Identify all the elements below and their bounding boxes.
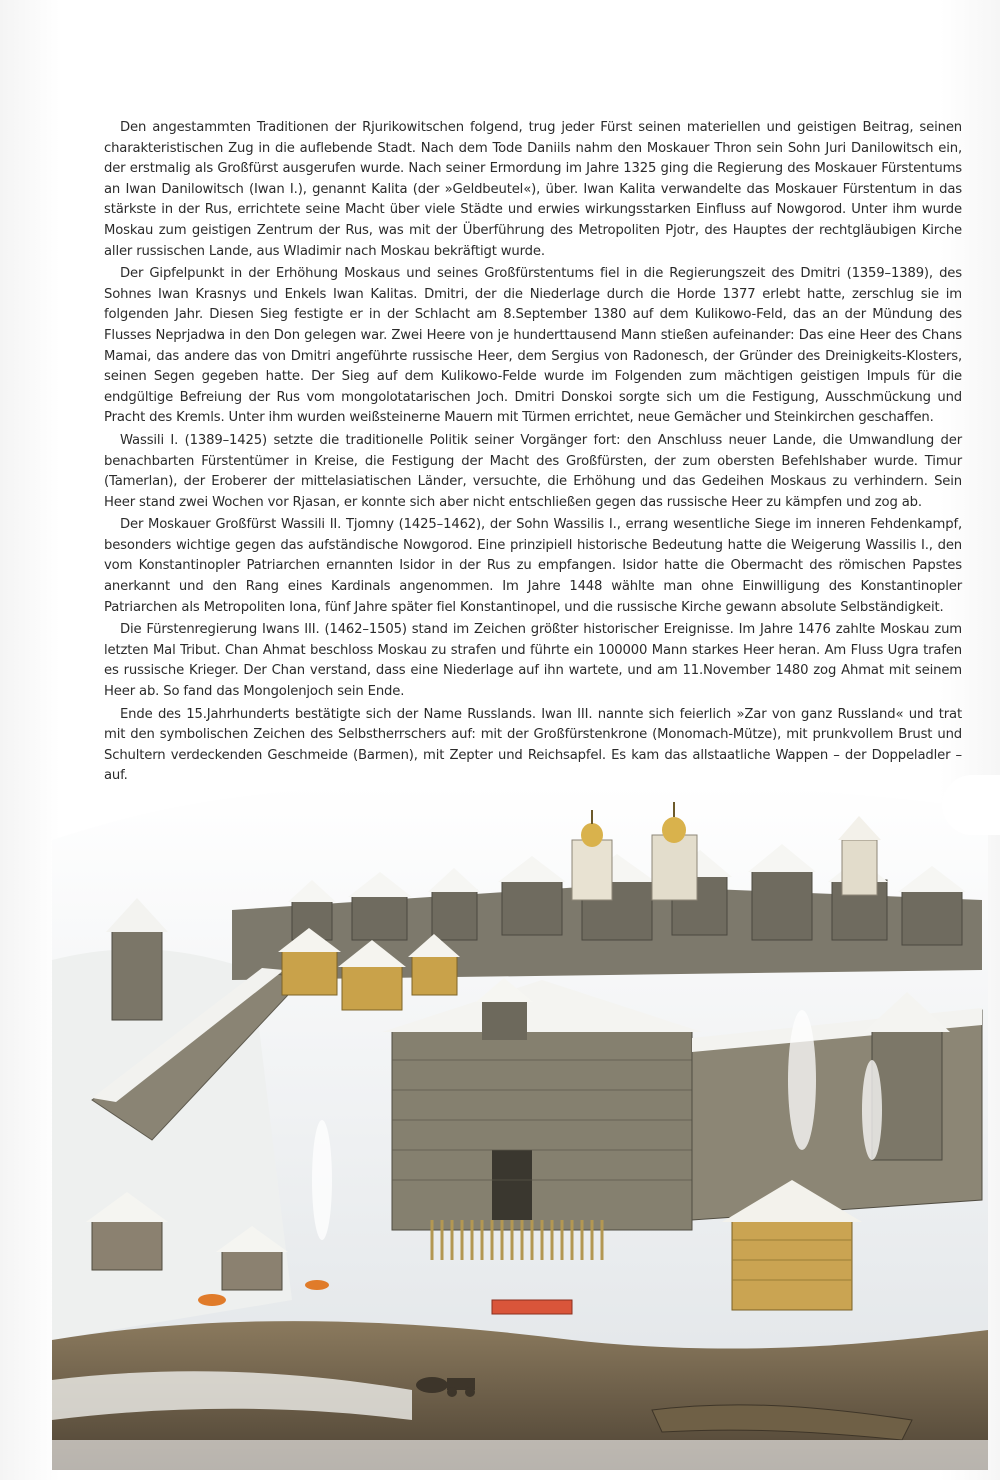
paragraph-3: Wassili I. (1389–1425) setzte die traditionelle Politik seiner Vorgänger fort: den Anschluss neuer Lande, die Umwandlung der benachbarten Fürstentümer in Kreise, die Festigung der Macht des Großfürsten, der zum obersten Befehlshaber wurde. Timur (Tamerlan), der Eroberer der mittelasiatischen Länder, versuchte, die Erhöhung und das Gedeihen Moskaus zu verhindern. Sein Heer stand zwei Wochen vor Rjasan, er konnte sich aber nicht entschließen gegen das russische Heer zu kämpfen und zog ab. <box>104 432 962 510</box>
right-tower <box>872 1030 942 1160</box>
paragraph-2: Der Gipfelpunkt in der Erhöhung Moskaus und seines Großfürstentums fiel in die Regierungszeit des Dmitri (1359–1389), des Sohnes Iwan Krasnys und Enkels Iwan Kalitas. Dmitri, der die Niederlage durch die Horde 1377 erlebt hatte, zerschlug sie im folgenden Jahr. Diesen Sieg festigte er in der Schlacht am 8.September 1380 auf dem Kulikowo-Feld, das an der Mündung des Flusses Neprjadwa in den Don gelegen war. Zwei Heere von je hunderttausend Mann stießen aufeinander: Das eine Heer des Chans Mamai, das andere das von Dmitri angeführte russische Heer, dem Sergius von Radonesch, der Gründer des Dreinigkeits-Klosters, seinen Segen gegeben hatte. Der Sieg auf dem Kulikowo-Felde wurde im Folgenden zum mächtigen geistigen Impuls für die endgültige Befreiung der Rus vom mongolotatarischen Joch. Dmitri Donskoi sorgte sich um die Festigung, Ausschmückung und Pracht des Kremls. Unter ihm wurden weißsteinerne Mauern mit Türmen errichtet, neue Gemächer und Steinkirchen geschaffen. <box>104 266 962 426</box>
paragraph-6: Ende des 15.Jahrhunderts bestätigte sich der Name Russlands. Iwan III. nannte sich feierlich »Zar von ganz Russland« und trat mit den symbolischen Zeichen des Selbstherrschers auf: mit der Großfürstenkrone (Monomach-Mütze), mit prunkvollem Brust und Schultern verdeckenden Geschmeide (Barmen), mit Zepter und Reichsapfel. Es kam das allstaatliche Wappen – der Doppeladler – auf. <box>104 706 962 784</box>
left-tower <box>112 930 162 1020</box>
paragraph-5: Die Fürstenregierung Iwans III. (1462–1505) stand im Zeichen größter historischer Ereignisse. Im Jahre 1476 zahlte Moskau zum letzten Mal Tribut. Chan Ahmat beschloss Moskau zu strafen und führte ein 100000 Mann starkes Heer heran. Am Fluss Ugra trafen es russische Krieger. Der Chan verstand, dass eine Niederlage auf ihn wartete, und am 11.November 1480 zog Ahmat mit seinem Heer ab. So fand das Mongolenjoch sein Ende. <box>104 622 962 700</box>
kremlin-painting <box>52 780 988 1470</box>
paragraph-1: Den angestammten Traditionen der Rjurikowitschen folgend, trug jeder Fürst seinen materiellen und geistigen Beitrag, seinen charakteristischen Zug in die auflebende Stadt. Nach dem Tode Daniils nahm den Moskauer Thron sein Sohn Juri Danilowitsch ein, der erstmalig als Großfürst ausgerufen wurde. Nach seiner Ermordung im Jahre 1325 ging die Regierung des Moskauer Fürstentums an Iwan Danilowitsch (Iwan I.), genannt Kalita (der »Geldbeutel«), über. Iwan Kalita verwandelte das Moskauer Fürstentum in das stärkste in der Rus, errichtete seine Macht über viele Städte und erwies wirkungsstarken Einfluss auf Nowgorod. Unter ihm wurde Moskau zum geistigen Zentrum der Rus, was mit der Überführung des Metropoliten Pjotr, des Hauptes der rechtgläubigen Kirche aller russischen Lande, aus Wladimir nach Moskau bekräftigt wurde. <box>104 120 962 259</box>
kremlin-illustration <box>52 780 988 1470</box>
article-text <box>104 118 962 789</box>
paragraph-4: Der Moskauer Großfürst Wassili II. Tjomny (1425–1462), der Sohn Wassilis I., errang wesentliche Siege im inneren Fehdenkampf, besonders wichtige gegen das aufständische Nowgorod. Eine prinzipiell historische Bedeutung hatte die Weigerung Wassilis I., den vom Konstantinopler Patriarchen ernannten Isidor in der Rus zu empfangen. Isidor hatte die Obermacht des römischen Papstes anerkannt und den Rang eines Kardinals angenommen. Im Jahre 1448 wählte man ohne Einwilligung des Konstantinopler Patriarchen als Metropoliten Iona, fünf Jahre später fiel Konstantinopel, und die russische Kirche gewann absolute Selbständigkeit. <box>104 517 962 615</box>
page-edge-tab <box>942 775 1000 835</box>
red-raft <box>492 1300 572 1314</box>
